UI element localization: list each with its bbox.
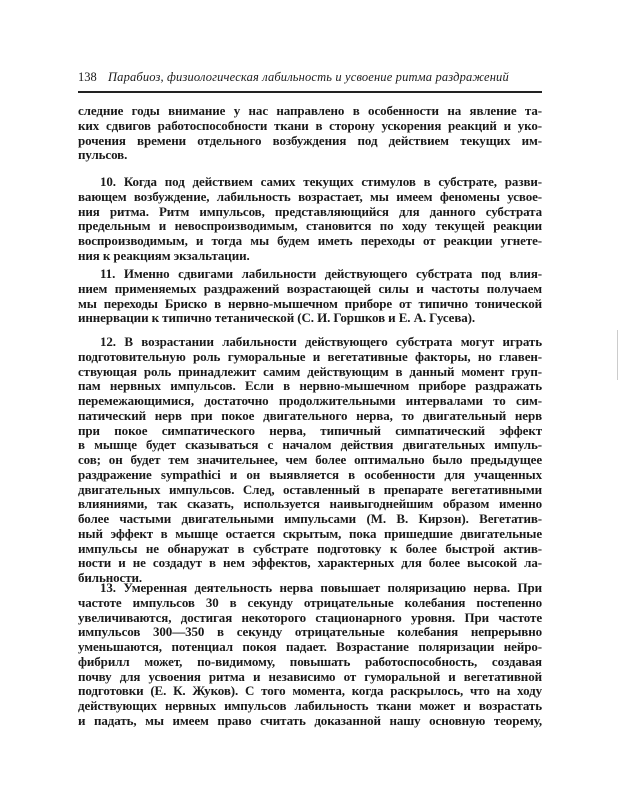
- text-line: действующих нервных импульсов лабильность ткани может и возрастать: [78, 698, 542, 713]
- text-line: влияниями, так сказать, используется наивыгоднейшим образом именно: [78, 496, 542, 512]
- text-line: почву для усвоения ритма и независимо от гуморальной и вегетативной: [78, 668, 542, 684]
- text-line: пульсов.: [78, 147, 128, 163]
- text-line: уменьшаются, потенциал покоя падает. Возрастание поляризации нейро-: [78, 639, 542, 654]
- text-line: и падать, мы имеем право считать доказанной нашу основную теорему,: [78, 712, 542, 728]
- text-line: ности и не создадут в нем эффектов, характерных для более высокой ла-: [78, 555, 542, 571]
- text-line: при покое симпатического нерва, типичный симпатический эффект: [78, 422, 542, 438]
- text-line: 12. В возрастании лабильности действующего субстрата могут играть: [100, 334, 542, 349]
- text-line: 13. Умеренная деятельность нерва повышает поляризацию нерва. При: [100, 580, 542, 595]
- text-line: подготовительную роль гуморальные и вегетативные факторы, но главен-: [78, 348, 542, 364]
- page-number: 138: [78, 70, 97, 84]
- scan-edge-mark: [617, 330, 618, 380]
- text-line: следние годы внимание у нас направлено в особенности на явление та-: [78, 103, 542, 118]
- text-line: фибрилл может, по-видимому, повышать работоспособность, создавая: [78, 653, 542, 669]
- text-line: частоте импульсов 30 в секунду отрицательные колебания постепенно: [78, 594, 542, 610]
- text-line: импульсы не обнаружат в субстрате подготовку к более быстрой актив-: [78, 540, 542, 556]
- text-line: сов; он будет тем значительнее, чем более оптимально было предыдущее: [78, 452, 542, 467]
- text-line: увеличиваются, достигая некоторого стационарного уровня. При частоте: [78, 609, 542, 625]
- text-line: в мышце будет сказываться с началом действия двигательных импуль-: [78, 437, 542, 453]
- text-line: предельным и невоспроизводимым, становится по ходу текущей реакции: [78, 218, 542, 234]
- header-rule: [78, 91, 542, 93]
- text-line: раздражение sympathici и он выявляется в особенности для учащенных: [78, 466, 542, 482]
- text-line: нием применяемых раздражений возрастающей силы и частоты получаем: [78, 280, 542, 296]
- text-line: ствующая роль принадлежит самим действующим в данный момент груп-: [78, 363, 542, 379]
- paragraph-13: [78, 581, 542, 729]
- text-line: подготовки (Е. К. Жуков). С того момента, когда раскрылось, что на ходу: [78, 683, 542, 699]
- running-title: Парабиоз, физиологическая лабильность и усвоение ритма раздражений: [108, 70, 509, 84]
- text-line: перемежающимися, достаточно продолжительными интервалами то сим-: [78, 393, 542, 408]
- text-line: мы переходы Бриско в нервно-мышечном приборе от типично тонической: [78, 295, 542, 311]
- text-line: более частыми двигательными импульсами (М. В. Кирзон). Вегетатив-: [78, 511, 542, 526]
- paragraph-11: [78, 267, 542, 326]
- text-line: 11. Именно сдвигами лабильности действующего субстрата под влия-: [100, 266, 542, 281]
- text-line: импульсов 300—350 в секунду отрицательные колебания непрерывно: [78, 624, 542, 640]
- text-line: ния ритма. Ритм импульсов, представляющийся для данного субстрата: [78, 203, 542, 219]
- text-line: двигательных импульсов. След, оставленный в препарате вегетативными: [78, 481, 542, 497]
- text-line: бильности.: [78, 570, 143, 585]
- paragraph-12: [78, 335, 542, 586]
- text-line: иннервации к типично тетанической (С. И. Горшков и Е. А. Гусева).: [78, 310, 476, 326]
- text-line: рочения времени отдельного возбуждения под действием текущих им-: [78, 132, 542, 148]
- text-line: ния к реакциям экзальтации.: [78, 247, 250, 263]
- paragraph-10: [78, 175, 542, 264]
- text-line: ный эффект в мышце остается скрытым, пока пришедшие двигательные: [78, 525, 542, 541]
- paragraph-continuation: [78, 104, 542, 163]
- text-line: вающем возбуждение, лабильность возрастает, мы имеем феномены усвое-: [78, 188, 542, 204]
- text-line: ких сдвигов работоспособности ткани в сторону ускорения реакций и уко-: [78, 117, 542, 133]
- text-line: 10. Когда под действием самих текущих стимулов в субстрате, разви-: [100, 174, 542, 189]
- text-line: воспроизводимым, и тогда мы будем иметь переходы от реакции угнете-: [78, 233, 542, 248]
- text-line: патический нерв при покое двигательного нерва, то двигательный нерв: [78, 407, 542, 423]
- running-header: [78, 70, 542, 90]
- text-line: пам нервных импульсов. Если в нервно-мышечном приборе раздражать: [78, 378, 542, 394]
